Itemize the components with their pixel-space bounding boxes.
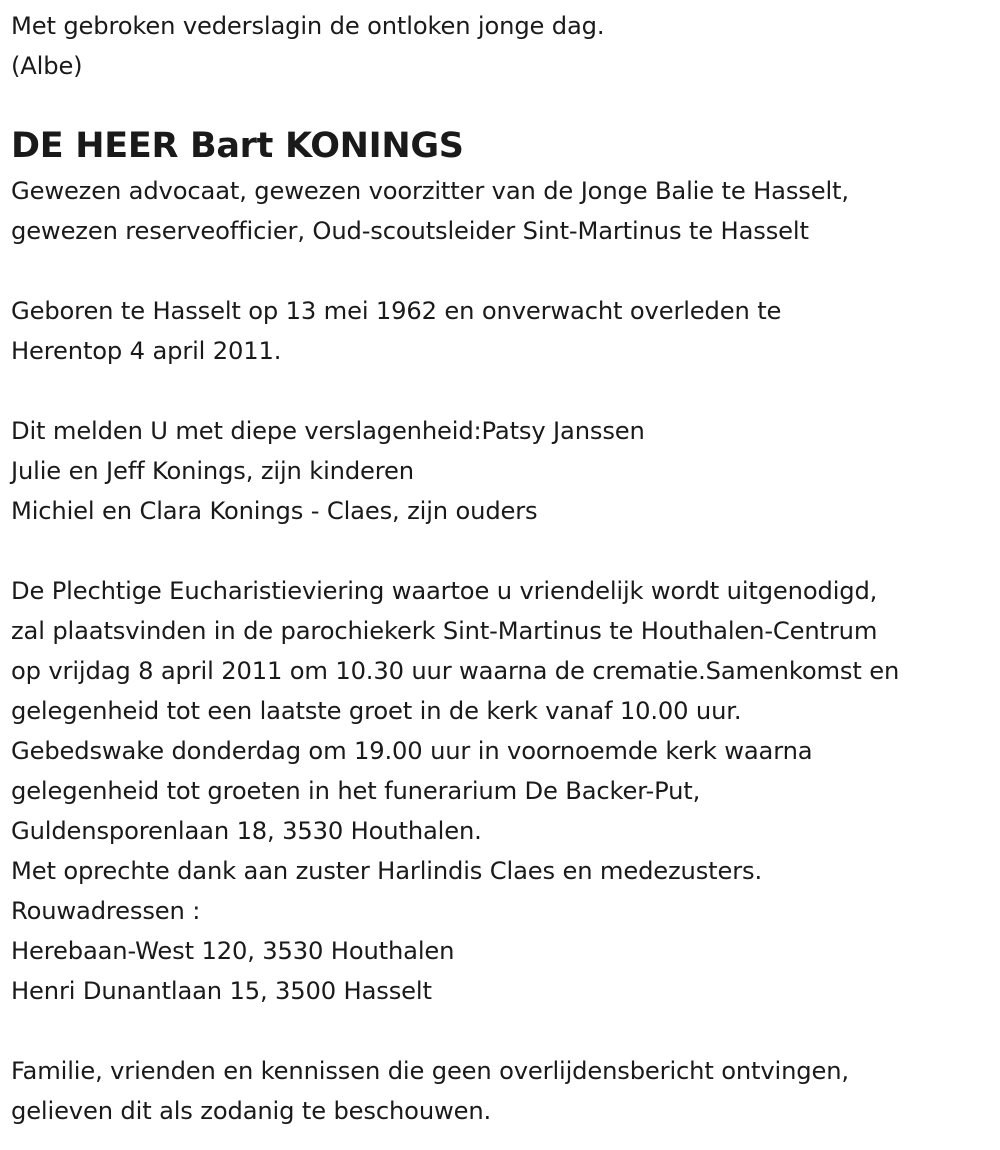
paragraph-gap (11, 531, 995, 571)
quote-block (11, 6, 995, 86)
birth-death-block (11, 291, 995, 371)
ceremony-line: De Plechtige Eucharistieviering waartoe u vriendelijk wordt uitgenodigd, (11, 577, 878, 605)
ceremony-line: op vrijdag 8 april 2011 om 10.30 uur waarna de crematie.Samenkomst en (11, 657, 900, 685)
thanks-line: Met oprechte dank aan zuster Harlindis Claes en medezusters. (11, 857, 763, 885)
mourner-line: Dit melden U met diepe verslagenheid:Patsy Janssen (11, 417, 645, 445)
paragraph-gap (11, 1011, 995, 1051)
closing-line: Familie, vrienden en kennissen die geen overlijdensbericht ontvingen, (11, 1057, 849, 1085)
mourner-line: Julie en Jeff Konings, zijn kinderen (11, 457, 414, 485)
title-line: Gewezen advocaat, gewezen voorzitter van de Jonge Balie te Hasselt, (11, 177, 849, 205)
address-line: Henri Dunantlaan 15, 3500 Hasselt (11, 977, 432, 1005)
deceased-titles (11, 171, 995, 251)
ceremony-line: Guldensporenlaan 18, 3530 Houthalen. (11, 817, 482, 845)
birth-death-line: Geboren te Hasselt op 13 mei 1962 en onverwacht overleden te (11, 297, 782, 325)
birth-death-line: Herentop 4 april 2011. (11, 337, 282, 365)
mourner-line: Michiel en Clara Konings - Claes, zijn ouders (11, 497, 538, 525)
ceremony-line: Gebedswake donderdag om 19.00 uur in voornoemde kerk waarna (11, 737, 813, 765)
closing-line: gelieven dit als zodanig te beschouwen. (11, 1097, 492, 1125)
mourners-block (11, 411, 995, 531)
ceremony-line: gelegenheid tot een laatste groet in de kerk vanaf 10.00 uur. (11, 697, 742, 725)
paragraph-gap (11, 251, 995, 291)
quote-text: Met gebroken vederslagin de ontloken jonge dag. (11, 12, 605, 40)
obituary-notice (11, 6, 995, 1131)
addresses-heading: Rouwadressen : (11, 897, 201, 925)
deceased-name: DE HEER Bart KONINGS (11, 126, 464, 166)
ceremony-line: gelegenheid tot groeten in het funerarium De Backer-Put, (11, 777, 701, 805)
paragraph-gap (11, 371, 995, 411)
quote-author: (Albe) (11, 52, 83, 80)
title-line: gewezen reserveofficier, Oud-scoutsleider Sint-Martinus te Hasselt (11, 217, 809, 245)
ceremony-line: zal plaatsvinden in de parochiekerk Sint-Martinus te Houthalen-Centrum (11, 617, 878, 645)
address-line: Herebaan-West 120, 3530 Houthalen (11, 937, 455, 965)
closing-block (11, 1051, 995, 1131)
ceremony-block (11, 571, 995, 1011)
